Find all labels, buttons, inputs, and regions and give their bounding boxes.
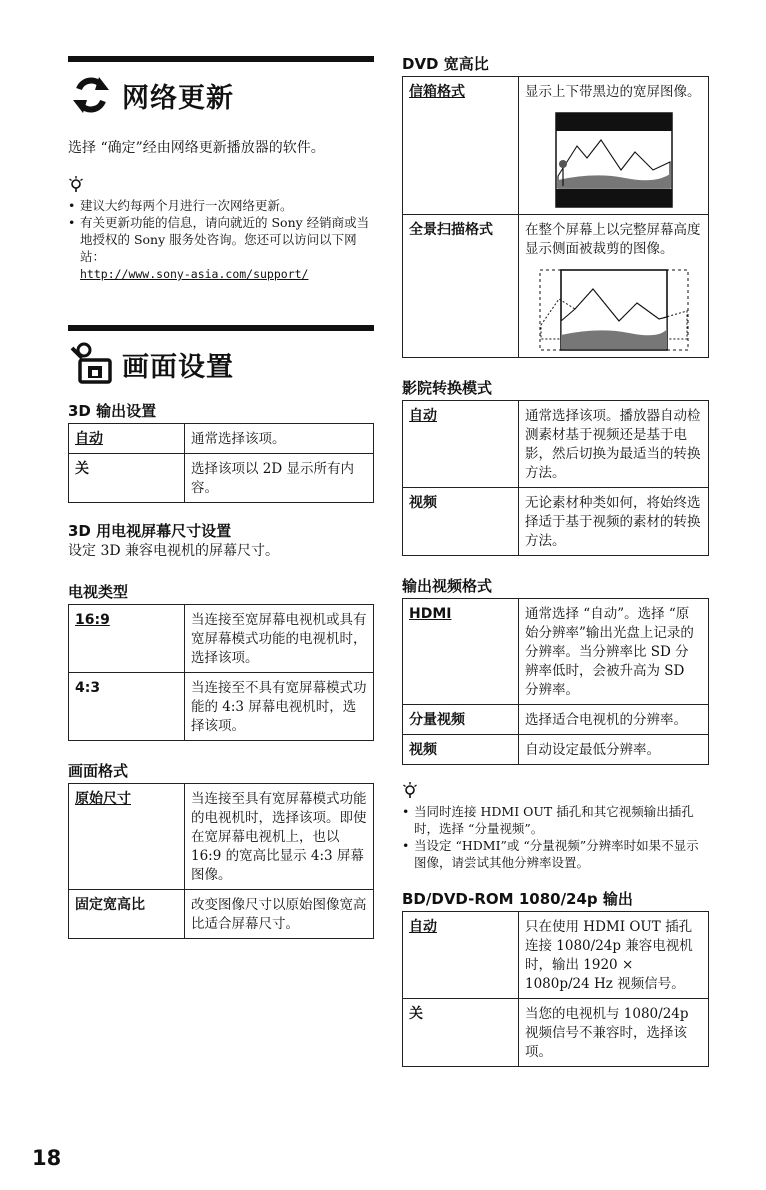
option-key: 自动 <box>69 424 185 454</box>
screen-format-table <box>68 783 374 939</box>
table-row[interactable] <box>69 890 374 939</box>
tv-type-table <box>68 604 374 741</box>
section-title: 画面设置 <box>122 351 234 383</box>
table-row[interactable] <box>403 401 709 488</box>
option-description: 当连接至宽屏幕电视机或具有宽屏幕模式功能的电视机时，选择该项。 <box>185 605 374 673</box>
table-row[interactable] <box>403 999 709 1067</box>
option-description: 自动设定最低分辨率。 <box>519 735 709 765</box>
option-key: 分量视频 <box>403 705 519 735</box>
tip-item: • 当同时连接 HDMI OUT 插孔和其它视频输出插孔时，选择 “分量视频”。 <box>414 803 709 837</box>
network-update-description: 选择 “确定”经由网络更新播放器的软件。 <box>68 140 325 156</box>
option-description: 只在使用 HDMI OUT 插孔连接 1080/24p 兼容电视机时，输出 1920 × 1080p/24 Hz 视频信号。 <box>519 912 709 999</box>
option-key: 自动 <box>403 401 519 488</box>
option-description: 当连接至具有宽屏幕模式功能的电视机时，选择该项。即使在宽屏幕电视机上，也以 16:9 的宽高比显示 4:3 屏幕图像。 <box>185 784 374 890</box>
option-description: 当您的电视机与 1080/24p 视频信号不兼容时，选择该项。 <box>519 999 709 1067</box>
table-row[interactable] <box>69 454 374 503</box>
option-key: 视频 <box>403 488 519 556</box>
tv-type-heading: 电视类型 <box>68 583 129 601</box>
network-update-header <box>68 70 374 120</box>
option-key: 关 <box>403 999 519 1067</box>
bd-1080-24p-table <box>402 911 709 1067</box>
left-column <box>68 0 374 939</box>
section-title: 网络更新 <box>122 82 234 114</box>
tip-item: • 有关更新功能的信息，请向就近的 Sony 经销商或当地授权的 Sony 服务处咨询。您还可以访问以下网站： http://www.sony-asia.com/support/ <box>80 214 374 283</box>
tv-size-3d-description: 设定 3D 兼容电视机的屏幕尺寸。 <box>68 543 280 559</box>
table-row[interactable] <box>403 488 709 556</box>
letterbox-illustration <box>555 112 673 208</box>
option-description: 在整个屏幕上以完整屏幕高度显示侧面被裁剪的图像。 <box>519 215 709 358</box>
option-key: 固定宽高比 <box>69 890 185 939</box>
option-description: 通常选择该项。 <box>185 424 374 454</box>
option-description: 通常选择 “自动”。选择 “原始分辨率”输出光盘上记录的分辨率。当分辨率比 SD 分辨率低时，会被升高为 SD 分辨率。 <box>519 599 709 705</box>
option-key: 4:3 <box>69 673 185 741</box>
cinema-conversion-heading: 影院转换模式 <box>402 379 493 397</box>
support-url-link[interactable]: http://www.sony-asia.com/support/ <box>80 267 309 281</box>
network-update-tips <box>68 197 374 283</box>
option-key: 关 <box>69 454 185 503</box>
pan-scan-illustration <box>539 269 689 351</box>
output-video-format-tips <box>402 803 709 871</box>
right-column <box>402 0 709 1067</box>
section-divider <box>68 325 374 331</box>
hint-bulb-icon <box>68 175 84 193</box>
option-description: 显示上下带黑边的宽屏图像。 <box>519 77 709 215</box>
option-description: 选择该项以 2D 显示所有内容。 <box>185 454 374 503</box>
table-row[interactable] <box>403 735 709 765</box>
screen-wrench-icon <box>68 342 114 386</box>
screen-format-heading: 画面格式 <box>68 762 129 780</box>
output-3d-heading: 3D 输出设置 <box>68 402 157 420</box>
screen-settings-header <box>68 339 374 389</box>
table-row[interactable] <box>69 605 374 673</box>
option-key: 全景扫描格式 <box>403 215 519 358</box>
tip-item: • 当设定 “HDMI”或 “分量视频”分辨率时如果不显示图像，请尝试其他分辨率设置。 <box>414 837 709 871</box>
option-key: 自动 <box>403 912 519 999</box>
table-row[interactable] <box>403 77 709 215</box>
cinema-conversion-table <box>402 400 709 556</box>
option-key: 16:9 <box>69 605 185 673</box>
tip-item: • 建议大约每两个月进行一次网络更新。 <box>80 197 374 214</box>
output-video-format-heading: 输出视频格式 <box>402 577 493 595</box>
option-key: HDMI <box>403 599 519 705</box>
tv-size-3d-heading: 3D 用电视屏幕尺寸设置 <box>68 522 232 540</box>
table-row[interactable] <box>403 705 709 735</box>
option-description: 当连接至不具有宽屏幕模式功能的 4:3 屏幕电视机时，选择该项。 <box>185 673 374 741</box>
table-row[interactable] <box>403 215 709 358</box>
table-row[interactable] <box>403 599 709 705</box>
page-number: 18 <box>32 1146 62 1170</box>
bd-1080-24p-heading: BD/DVD-ROM 1080/24p 输出 <box>402 890 633 908</box>
dvd-aspect-heading: DVD 宽高比 <box>402 55 489 73</box>
section-divider <box>68 56 374 62</box>
option-description: 无论素材种类如何，将始终选择适于基于视频的素材的转换方法。 <box>519 488 709 556</box>
option-description: 通常选择该项。播放器自动检测素材基于视频还是基于电影，然后切换为最适当的转换方法。 <box>519 401 709 488</box>
option-description: 选择适合电视机的分辨率。 <box>519 705 709 735</box>
dvd-aspect-table <box>402 76 709 358</box>
output-video-format-table <box>402 598 709 765</box>
table-row[interactable] <box>403 912 709 999</box>
output-3d-table <box>68 423 374 503</box>
option-key: 视频 <box>403 735 519 765</box>
table-row[interactable] <box>69 424 374 454</box>
hint-bulb-icon <box>402 781 418 799</box>
refresh-arrows-icon <box>68 73 114 117</box>
table-row[interactable] <box>69 673 374 741</box>
option-key: 信箱格式 <box>403 77 519 215</box>
option-key: 原始尺寸 <box>69 784 185 890</box>
option-description: 改变图像尺寸以原始图像宽高比适合屏幕尺寸。 <box>185 890 374 939</box>
table-row[interactable] <box>69 784 374 890</box>
